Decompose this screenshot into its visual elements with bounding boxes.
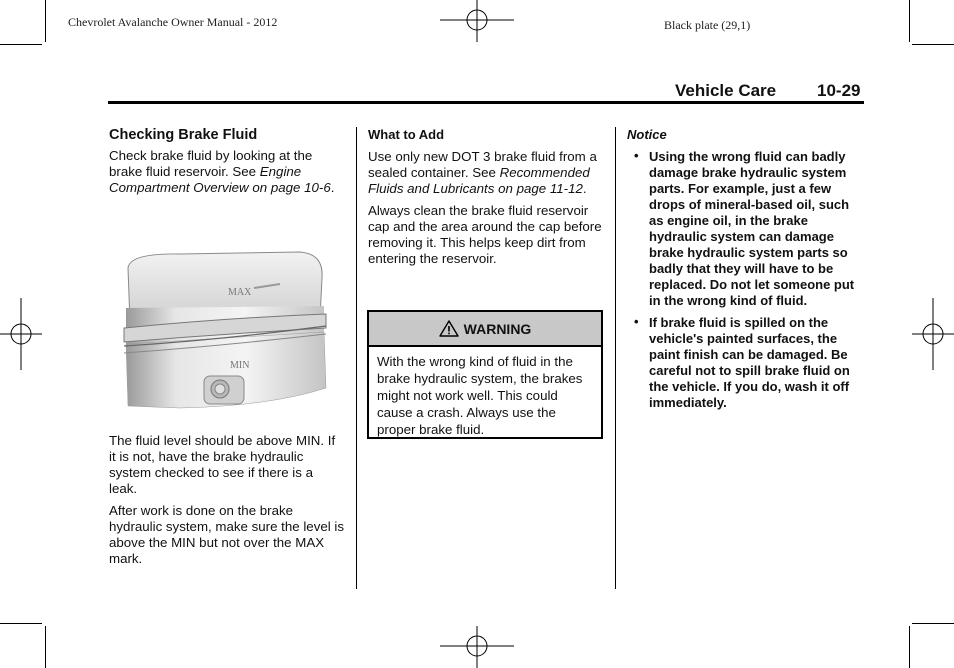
checking-brake-fluid-heading: Checking Brake Fluid: [109, 127, 258, 143]
clean-cap-paragraph: Always clean the brake fluid reservoir cap and the area around the cap before removing it. This helps keep dirt from entering the reservoir.: [368, 203, 602, 266]
min-label: MIN: [230, 360, 250, 371]
manual-title: Chevrolet Avalanche Owner Manual - 2012: [68, 15, 278, 29]
column-divider: [615, 127, 616, 589]
warning-body: With the wrong kind of fluid in the brake hydraulic system, the brakes might not work well. This could cause a crash. Always use the proper brake fluid.: [377, 354, 583, 437]
column-2: [368, 127, 603, 273]
warning-header: [369, 312, 601, 347]
after-work-paragraph: After work is done on the brake hydraulic system, make sure the level is above the MIN but not over the MAX mark.: [109, 503, 345, 566]
bullet-icon: •: [634, 148, 639, 163]
warning-triangle-icon: [439, 320, 459, 337]
max-label: MAX: [228, 287, 252, 298]
notice-item: • Using the wrong fluid can badly damage brake hydraulic system parts. For example, just a few drops of mineral-based oil, such as engine oil, in the brake hydraulic system can damage brake hydraulic system parts so badly that they will have to be replaced. Do not let someone put in the wrong kind of fluid.: [634, 148, 855, 308]
section-title: Vehicle Care: [675, 81, 777, 100]
notice-list: [627, 149, 855, 411]
registration-mark-bottom-icon: [440, 626, 514, 668]
column-1: [109, 127, 344, 202]
registration-mark-top-icon: [440, 0, 514, 42]
column-3: [627, 127, 855, 417]
bullet-icon: •: [634, 314, 639, 329]
dot3-paragraph: Use only new DOT 3 brake fluid from a sealed container. See Recommended Fluids and Lubricants on page 11-12.: [368, 149, 597, 196]
recommended-fluids-link[interactable]: Recommended Fluids and Lubricants on page 11-12: [368, 165, 590, 196]
registration-mark-left-icon: [0, 298, 42, 370]
notice-item: • If brake fluid is spilled on the vehicle's painted surfaces, the paint finish can be damaged. Be careful not to spill brake fluid on the vehicle. If you do, wash it off immediately.: [634, 314, 850, 410]
warning-box: [367, 310, 603, 439]
page-number: 10-29: [817, 81, 861, 100]
warning-title: WARNING: [463, 320, 532, 337]
column-1-lower: [109, 433, 344, 573]
registration-mark-right-icon: [912, 298, 954, 370]
what-to-add-heading: What to Add: [368, 127, 445, 142]
plate-label: Black plate (29,1): [664, 18, 751, 32]
fluid-level-paragraph: The fluid level should be above MIN. If it is not, have the brake hydraulic system checked to see if there is a leak.: [109, 433, 336, 496]
notice-heading: Notice: [627, 127, 667, 142]
engine-compartment-link[interactable]: Engine Compartment Overview on page 10-6: [109, 164, 331, 195]
column-divider: [356, 127, 357, 589]
intro-paragraph: Check brake fluid by looking at the brake fluid reservoir. See Engine Compartment Overview on page 10-6.: [109, 148, 335, 195]
header-rule: [108, 101, 864, 104]
brake-fluid-reservoir-image: [120, 248, 330, 413]
